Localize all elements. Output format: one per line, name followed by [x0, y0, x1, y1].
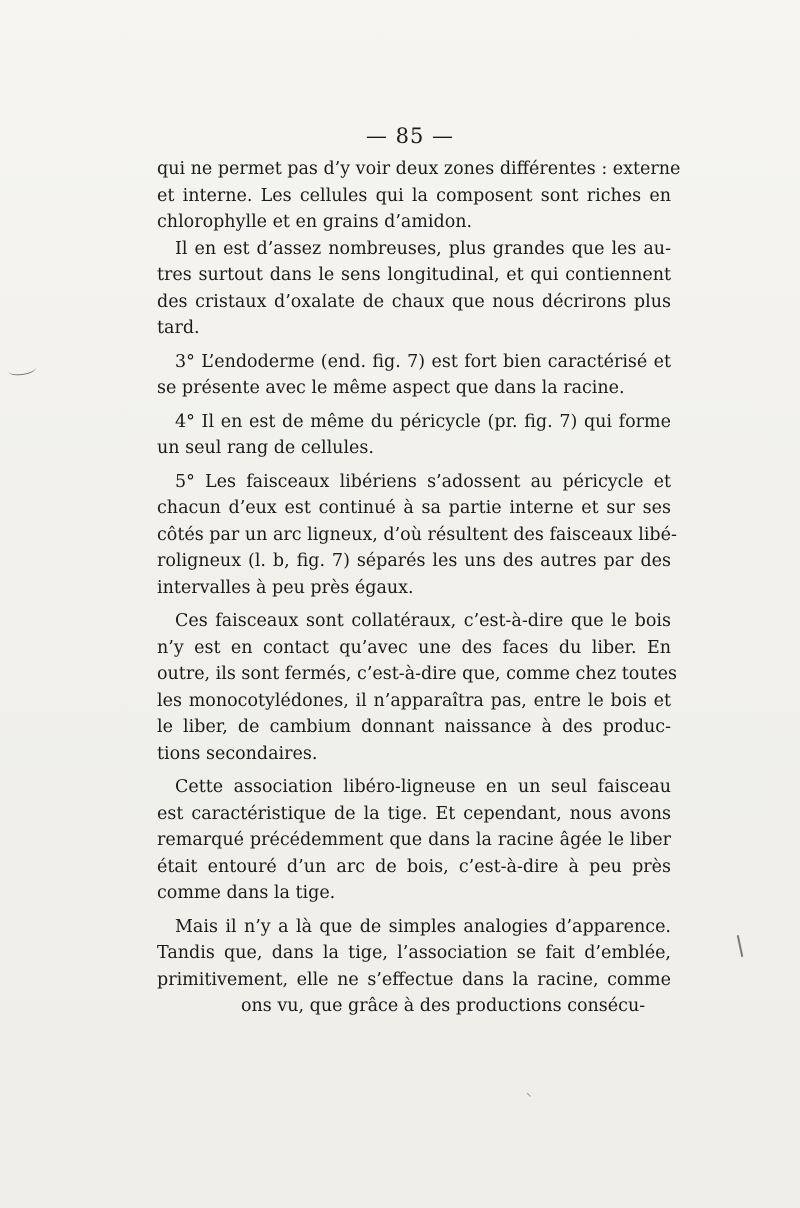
text-line: outre, ils sont fermés, c’est-à-dire que, comme chez toutes — [157, 664, 677, 684]
text-line: chlorophylle et en grains d’amidon. — [157, 212, 473, 232]
text-line: tard. — [157, 318, 200, 338]
text-line: le liber, de cambium donnant naissance à des produc- — [157, 717, 671, 737]
text-line: se présente avec le même aspect que dans la racine. — [157, 378, 625, 398]
text-line: tions secondaires. — [157, 743, 318, 764]
text-line: est caractéristique de la tige. Et cependant, nous avons — [157, 803, 671, 824]
stray-ink-mark — [527, 1089, 535, 1097]
text-line: primitivement, elle ne s’effectue dans la racine, comme — [157, 969, 671, 990]
text-line: 3° L’endoderme (end. fig. 7) est fort bien caractérisé et — [175, 351, 671, 372]
text-line: les monocotylédones, il n’apparaîtra pas, entre le bois et — [157, 690, 671, 711]
text-line: n’y est en contact qu’avec une des faces du liber. En — [157, 637, 671, 658]
text-line: Tandis que, dans la tige, l’association se fait d’emblée, — [157, 943, 671, 963]
text-line: intervalles à peu près égaux. — [157, 577, 414, 598]
text-line: ons vu, que grâce à des productions consécu- — [241, 996, 646, 1016]
text-line: tres surtout dans le sens longitudinal, et qui contiennent — [157, 265, 671, 285]
body-text — [157, 156, 681, 1020]
text-line: et interne. Les cellules qui la composent sont riches en — [157, 185, 671, 206]
text-line: un seul rang de cellules. — [157, 438, 374, 458]
text-line: Cette association libéro-ligneuse en un seul faisceau — [175, 777, 671, 797]
text-line: des cristaux d’oxalate de chaux que nous décrirons plus — [157, 291, 671, 312]
text-line: remarqué précédemment que dans la racine âgée le liber — [157, 830, 671, 850]
text-line: Il en est d’assez nombreuses, plus grandes que les au- — [175, 238, 671, 259]
page-number: — 85 — — [365, 124, 455, 148]
text-line: roligneux (l. b, fig. 7) séparés les uns des autres par des — [157, 551, 671, 571]
text-line: était entouré d’un arc de bois, c’est-à-dire à peu près — [157, 856, 671, 877]
margin-tick-mark — [737, 935, 744, 957]
text-line: 4° Il en est de même du péricycle (pr. fig. 7) qui forme — [175, 411, 671, 432]
text-line: Mais il n’y a là que de simples analogies d’apparence. — [175, 916, 671, 937]
text-line: chacun d’eux est continué à sa partie interne et sur ses — [157, 498, 671, 518]
text-line: Ces faisceaux sont collatéraux, c’est-à-dire que le bois — [175, 611, 671, 631]
text-line: comme dans la tige. — [157, 883, 336, 903]
margin-fold-mark — [7, 362, 36, 377]
text-line: qui ne permet pas d’y voir deux zones différentes : externe — [157, 159, 681, 179]
text-line: 5° Les faisceaux libériens s’adossent au péricycle et — [175, 471, 671, 492]
text-line: côtés par un arc ligneux, d’où résultent des faisceaux libé- — [157, 524, 677, 545]
